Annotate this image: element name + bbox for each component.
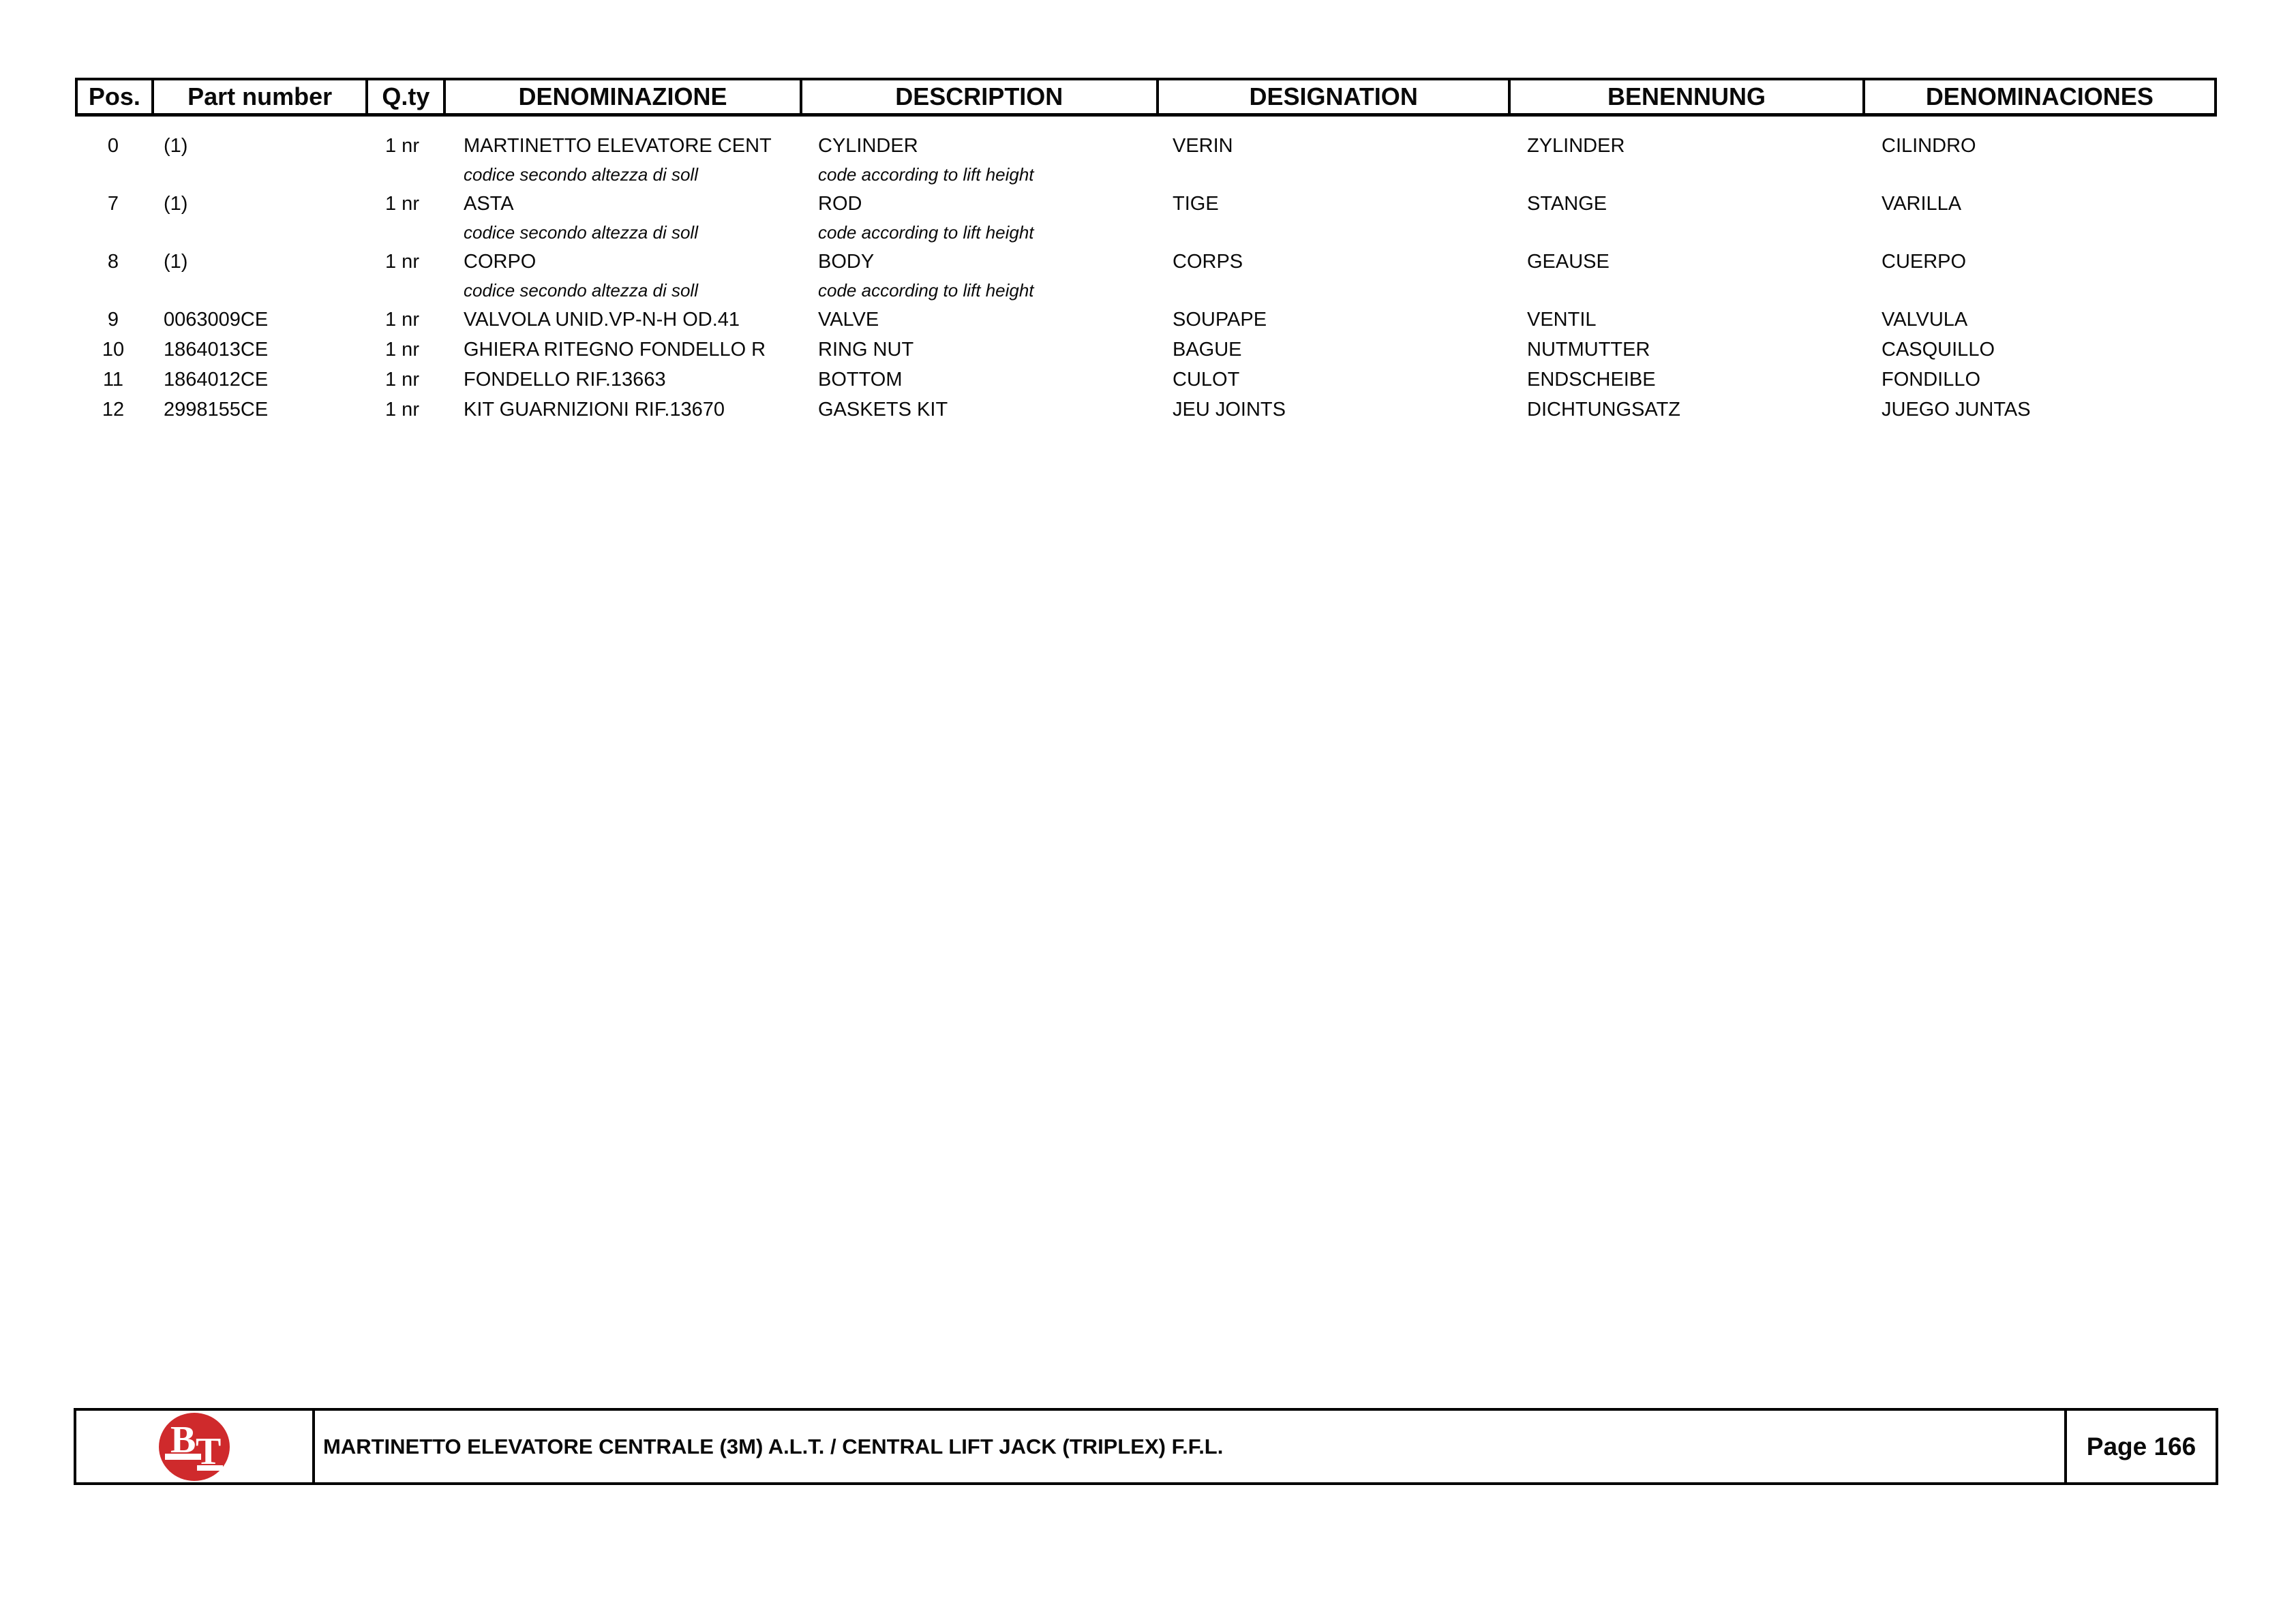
denominaciones-cell: CASQUILLO bbox=[1882, 338, 1995, 361]
denominazione-cell: MARTINETTO ELEVATORE CENT bbox=[464, 134, 772, 157]
qty-cell: 1 nr bbox=[385, 398, 419, 420]
parts-table-header bbox=[75, 78, 2217, 117]
table-note-row bbox=[75, 161, 2217, 189]
pos-cell: 7 bbox=[107, 192, 119, 215]
benennung-cell: VENTIL bbox=[1527, 308, 1597, 331]
qty-cell: 1 nr bbox=[385, 192, 419, 215]
denominazione-cell: KIT GUARNIZIONI RIF.13670 bbox=[464, 398, 725, 420]
note-it-cell: codice secondo altezza di soll bbox=[464, 164, 698, 185]
col-header-pos: Pos. bbox=[78, 80, 154, 113]
table-row bbox=[75, 189, 2217, 219]
part-number-cell: (1) bbox=[164, 250, 188, 273]
col-header-designation: DESIGNATION bbox=[1159, 80, 1511, 113]
note-it-cell: codice secondo altezza di soll bbox=[464, 222, 698, 243]
qty-cell: 1 nr bbox=[385, 308, 419, 331]
denominazione-cell: ASTA bbox=[464, 192, 514, 215]
description-cell: RING NUT bbox=[818, 338, 914, 361]
benennung-cell: STANGE bbox=[1527, 192, 1607, 215]
denominaciones-cell: VARILLA bbox=[1882, 192, 1962, 215]
table-row bbox=[75, 305, 2217, 335]
pos-cell: 0 bbox=[107, 134, 119, 157]
benennung-cell: GEAUSE bbox=[1527, 250, 1610, 273]
denominaciones-cell: VALVULA bbox=[1882, 308, 1968, 331]
bt-logo-letter-b: B bbox=[170, 1418, 196, 1461]
pos-cell: 10 bbox=[102, 338, 125, 361]
note-en-cell: code according to lift height bbox=[818, 164, 1034, 185]
designation-cell: BAGUE bbox=[1173, 338, 1242, 361]
table-note-row bbox=[75, 219, 2217, 247]
part-number-cell: 2998155CE bbox=[164, 398, 269, 420]
table-row bbox=[75, 335, 2217, 365]
note-it-cell: codice secondo altezza di soll bbox=[464, 280, 698, 301]
denominazione-cell: VALVOLA UNID.VP-N-H OD.41 bbox=[464, 308, 740, 331]
denominaciones-cell: JUEGO JUNTAS bbox=[1882, 398, 2031, 420]
part-number-cell: 1864012CE bbox=[164, 368, 269, 391]
col-header-part-number: Part number bbox=[154, 80, 369, 113]
page-number: Page 166 bbox=[2064, 1411, 2216, 1482]
note-en-cell: code according to lift height bbox=[818, 280, 1034, 301]
designation-cell: TIGE bbox=[1173, 192, 1219, 215]
description-cell: CYLINDER bbox=[818, 134, 918, 157]
designation-cell: VERIN bbox=[1173, 134, 1233, 157]
pos-cell: 11 bbox=[102, 368, 124, 391]
footer-bar bbox=[74, 1408, 2218, 1485]
col-header-benennung: BENENNUNG bbox=[1511, 80, 1864, 113]
denominaciones-cell: CUERPO bbox=[1882, 250, 1967, 273]
benennung-cell: ZYLINDER bbox=[1527, 134, 1625, 157]
logo-cell bbox=[76, 1411, 315, 1482]
part-number-cell: (1) bbox=[164, 192, 188, 215]
benennung-cell: NUTMUTTER bbox=[1527, 338, 1650, 361]
designation-cell: CULOT bbox=[1173, 368, 1240, 391]
designation-cell: SOUPAPE bbox=[1173, 308, 1267, 331]
description-cell: GASKETS KIT bbox=[818, 398, 948, 420]
bt-logo bbox=[159, 1413, 230, 1481]
table-row bbox=[75, 131, 2217, 161]
part-number-cell: 1864013CE bbox=[164, 338, 269, 361]
col-header-qty: Q.ty bbox=[368, 80, 446, 113]
pos-cell: 9 bbox=[107, 308, 119, 331]
col-header-description: DESCRIPTION bbox=[802, 80, 1159, 113]
table-note-row bbox=[75, 277, 2217, 305]
qty-cell: 1 nr bbox=[385, 368, 419, 391]
designation-cell: CORPS bbox=[1173, 250, 1243, 273]
designation-cell: JEU JOINTS bbox=[1173, 398, 1286, 420]
table-row bbox=[75, 395, 2217, 425]
benennung-cell: DICHTUNGSATZ bbox=[1527, 398, 1681, 420]
part-number-cell: 0063009CE bbox=[164, 308, 269, 331]
bt-logo-letter-t: T bbox=[196, 1430, 222, 1473]
qty-cell: 1 nr bbox=[385, 338, 419, 361]
parts-table-body bbox=[75, 131, 2217, 425]
pos-cell: 8 bbox=[107, 250, 119, 273]
pos-cell: 12 bbox=[102, 398, 125, 420]
denominazione-cell: GHIERA RITEGNO FONDELLO R bbox=[464, 338, 766, 361]
benennung-cell: ENDSCHEIBE bbox=[1527, 368, 1656, 391]
denominaciones-cell: FONDILLO bbox=[1882, 368, 1981, 391]
denominaciones-cell: CILINDRO bbox=[1882, 134, 1976, 157]
table-row bbox=[75, 247, 2217, 277]
denominazione-cell: FONDELLO RIF.13663 bbox=[464, 368, 666, 391]
description-cell: BOTTOM bbox=[818, 368, 903, 391]
note-en-cell: code according to lift height bbox=[818, 222, 1034, 243]
col-header-denominazione: DENOMINAZIONE bbox=[446, 80, 802, 113]
description-cell: VALVE bbox=[818, 308, 879, 331]
table-row bbox=[75, 365, 2217, 395]
col-header-denominaciones: DENOMINACIONES bbox=[1865, 80, 2217, 113]
description-cell: ROD bbox=[818, 192, 862, 215]
qty-cell: 1 nr bbox=[385, 250, 419, 273]
part-number-cell: (1) bbox=[164, 134, 188, 157]
footer-title: MARTINETTO ELEVATORE CENTRALE (3M) A.L.T. / CENTRAL LIFT JACK (TRIPLEX) F.F.L. bbox=[323, 1434, 1224, 1458]
qty-cell: 1 nr bbox=[385, 134, 419, 157]
denominazione-cell: CORPO bbox=[464, 250, 537, 273]
description-cell: BODY bbox=[818, 250, 875, 273]
